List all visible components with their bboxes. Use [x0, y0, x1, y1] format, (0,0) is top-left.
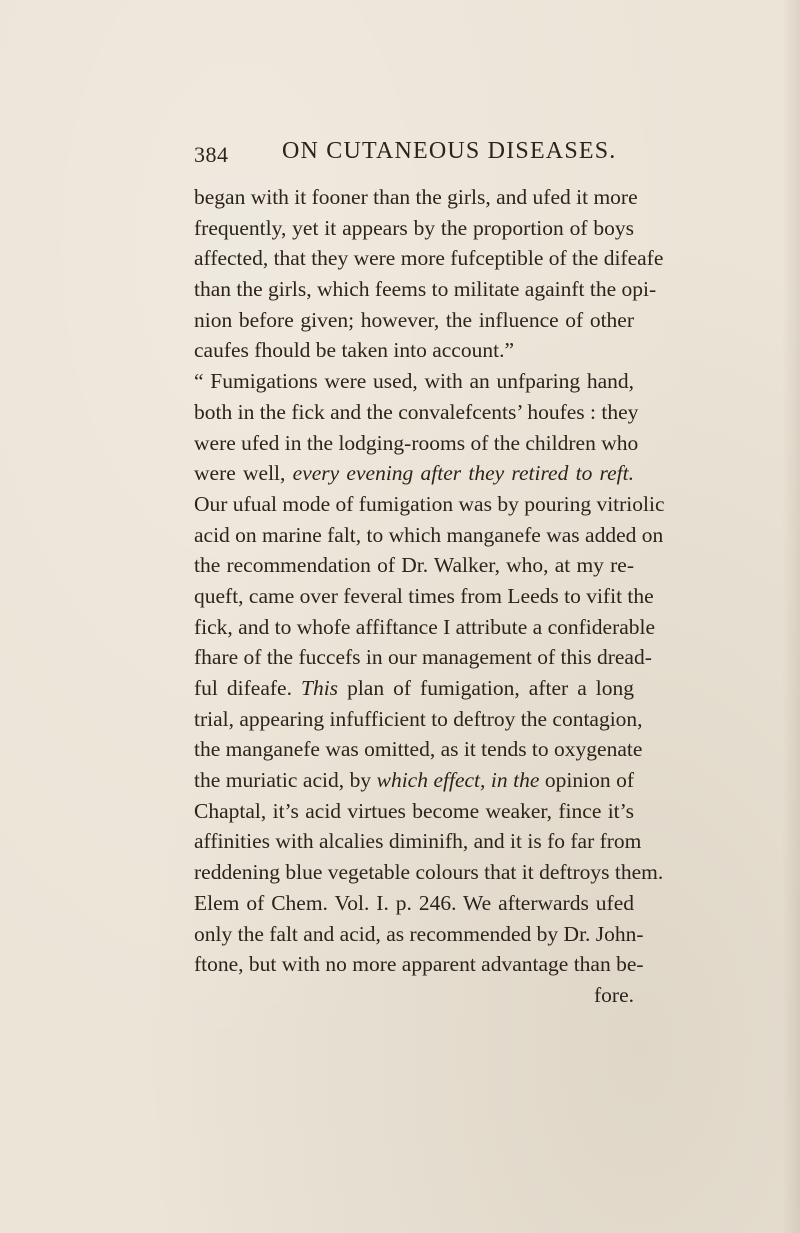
- text-line: both in the fick and the convalefcents’ houfes : they: [194, 399, 639, 424]
- text-line: began with it fooner than the girls, and ufed it more: [194, 185, 638, 209]
- text-line: Elem of Chem. Vol. I. p. 246. We afterwards ufed: [194, 890, 634, 915]
- text-run: plan of fumigation, after a long: [338, 676, 634, 700]
- text-line: Our ufual mode of fumigation was by pouring vitriolic: [194, 491, 665, 516]
- text-line: affinities with alcalies diminifh, and it is fo far from: [194, 829, 642, 854]
- text-line: affected, that they were more fufceptible of the difeafe: [194, 246, 664, 271]
- page-edge-shadow: [782, 0, 800, 1233]
- text-line: frequently, yet it appears by the proportion of boys: [194, 215, 634, 240]
- text-line: acid on marine falt, to which manganefe was added on: [194, 522, 664, 547]
- text-line: only the falt and acid, as recommended by Dr. John-: [194, 921, 644, 946]
- text-line: than the girls, which feems to militate againft the opi-: [194, 277, 657, 302]
- body-text: [194, 182, 665, 1011]
- text-line: fore.: [594, 982, 634, 1007]
- text-line: reddening blue vegetable colours that it deftroys them.: [194, 860, 664, 885]
- text-run: were well,: [194, 461, 293, 486]
- italic-run: which effect, in the: [376, 768, 540, 793]
- text-run: opinion of: [539, 768, 635, 793]
- text-line: trial, appearing infufficient to deftroy the contagion,: [194, 706, 643, 731]
- text-line: nion before given; however, the influence of other: [194, 307, 634, 332]
- text-line: were ufed in the lodging-rooms of the children who: [194, 430, 639, 455]
- running-title: ON CUTANEOUS DISEASES.: [282, 138, 617, 164]
- italic-run: This: [300, 676, 339, 700]
- text-line: ftone, but with no more apparent advantage than be-: [194, 952, 644, 977]
- text-run: ful difeafe.: [194, 676, 301, 700]
- text-line: [194, 673, 634, 704]
- text-line: caufes fhould be taken into account.”: [194, 338, 514, 363]
- text-line: fhare of the fuccefs in our management of this dread-: [194, 645, 652, 670]
- text-line: queft, came over feveral times from Leeds to vifit the: [194, 583, 654, 608]
- text-line: the recommendation of Dr. Walker, who, at my re-: [194, 553, 634, 578]
- text-line: [194, 458, 634, 489]
- text-line: [194, 765, 634, 796]
- italic-run: every evening after they retired to reft.: [292, 461, 634, 486]
- text-line: “ Fumigations were used, with an unfparing hand,: [194, 369, 634, 394]
- text-line: Chaptal, it’s acid virtues become weaker, fince it’s: [194, 798, 634, 823]
- text-line: fick, and to whofe affiftance I attribute a confiderable: [194, 614, 656, 639]
- page-number: 384: [194, 142, 229, 167]
- page-header: [194, 138, 634, 172]
- text-run: the muriatic acid, by: [194, 768, 377, 793]
- text-line: the manganefe was omitted, as it tends to oxygenate: [194, 737, 643, 762]
